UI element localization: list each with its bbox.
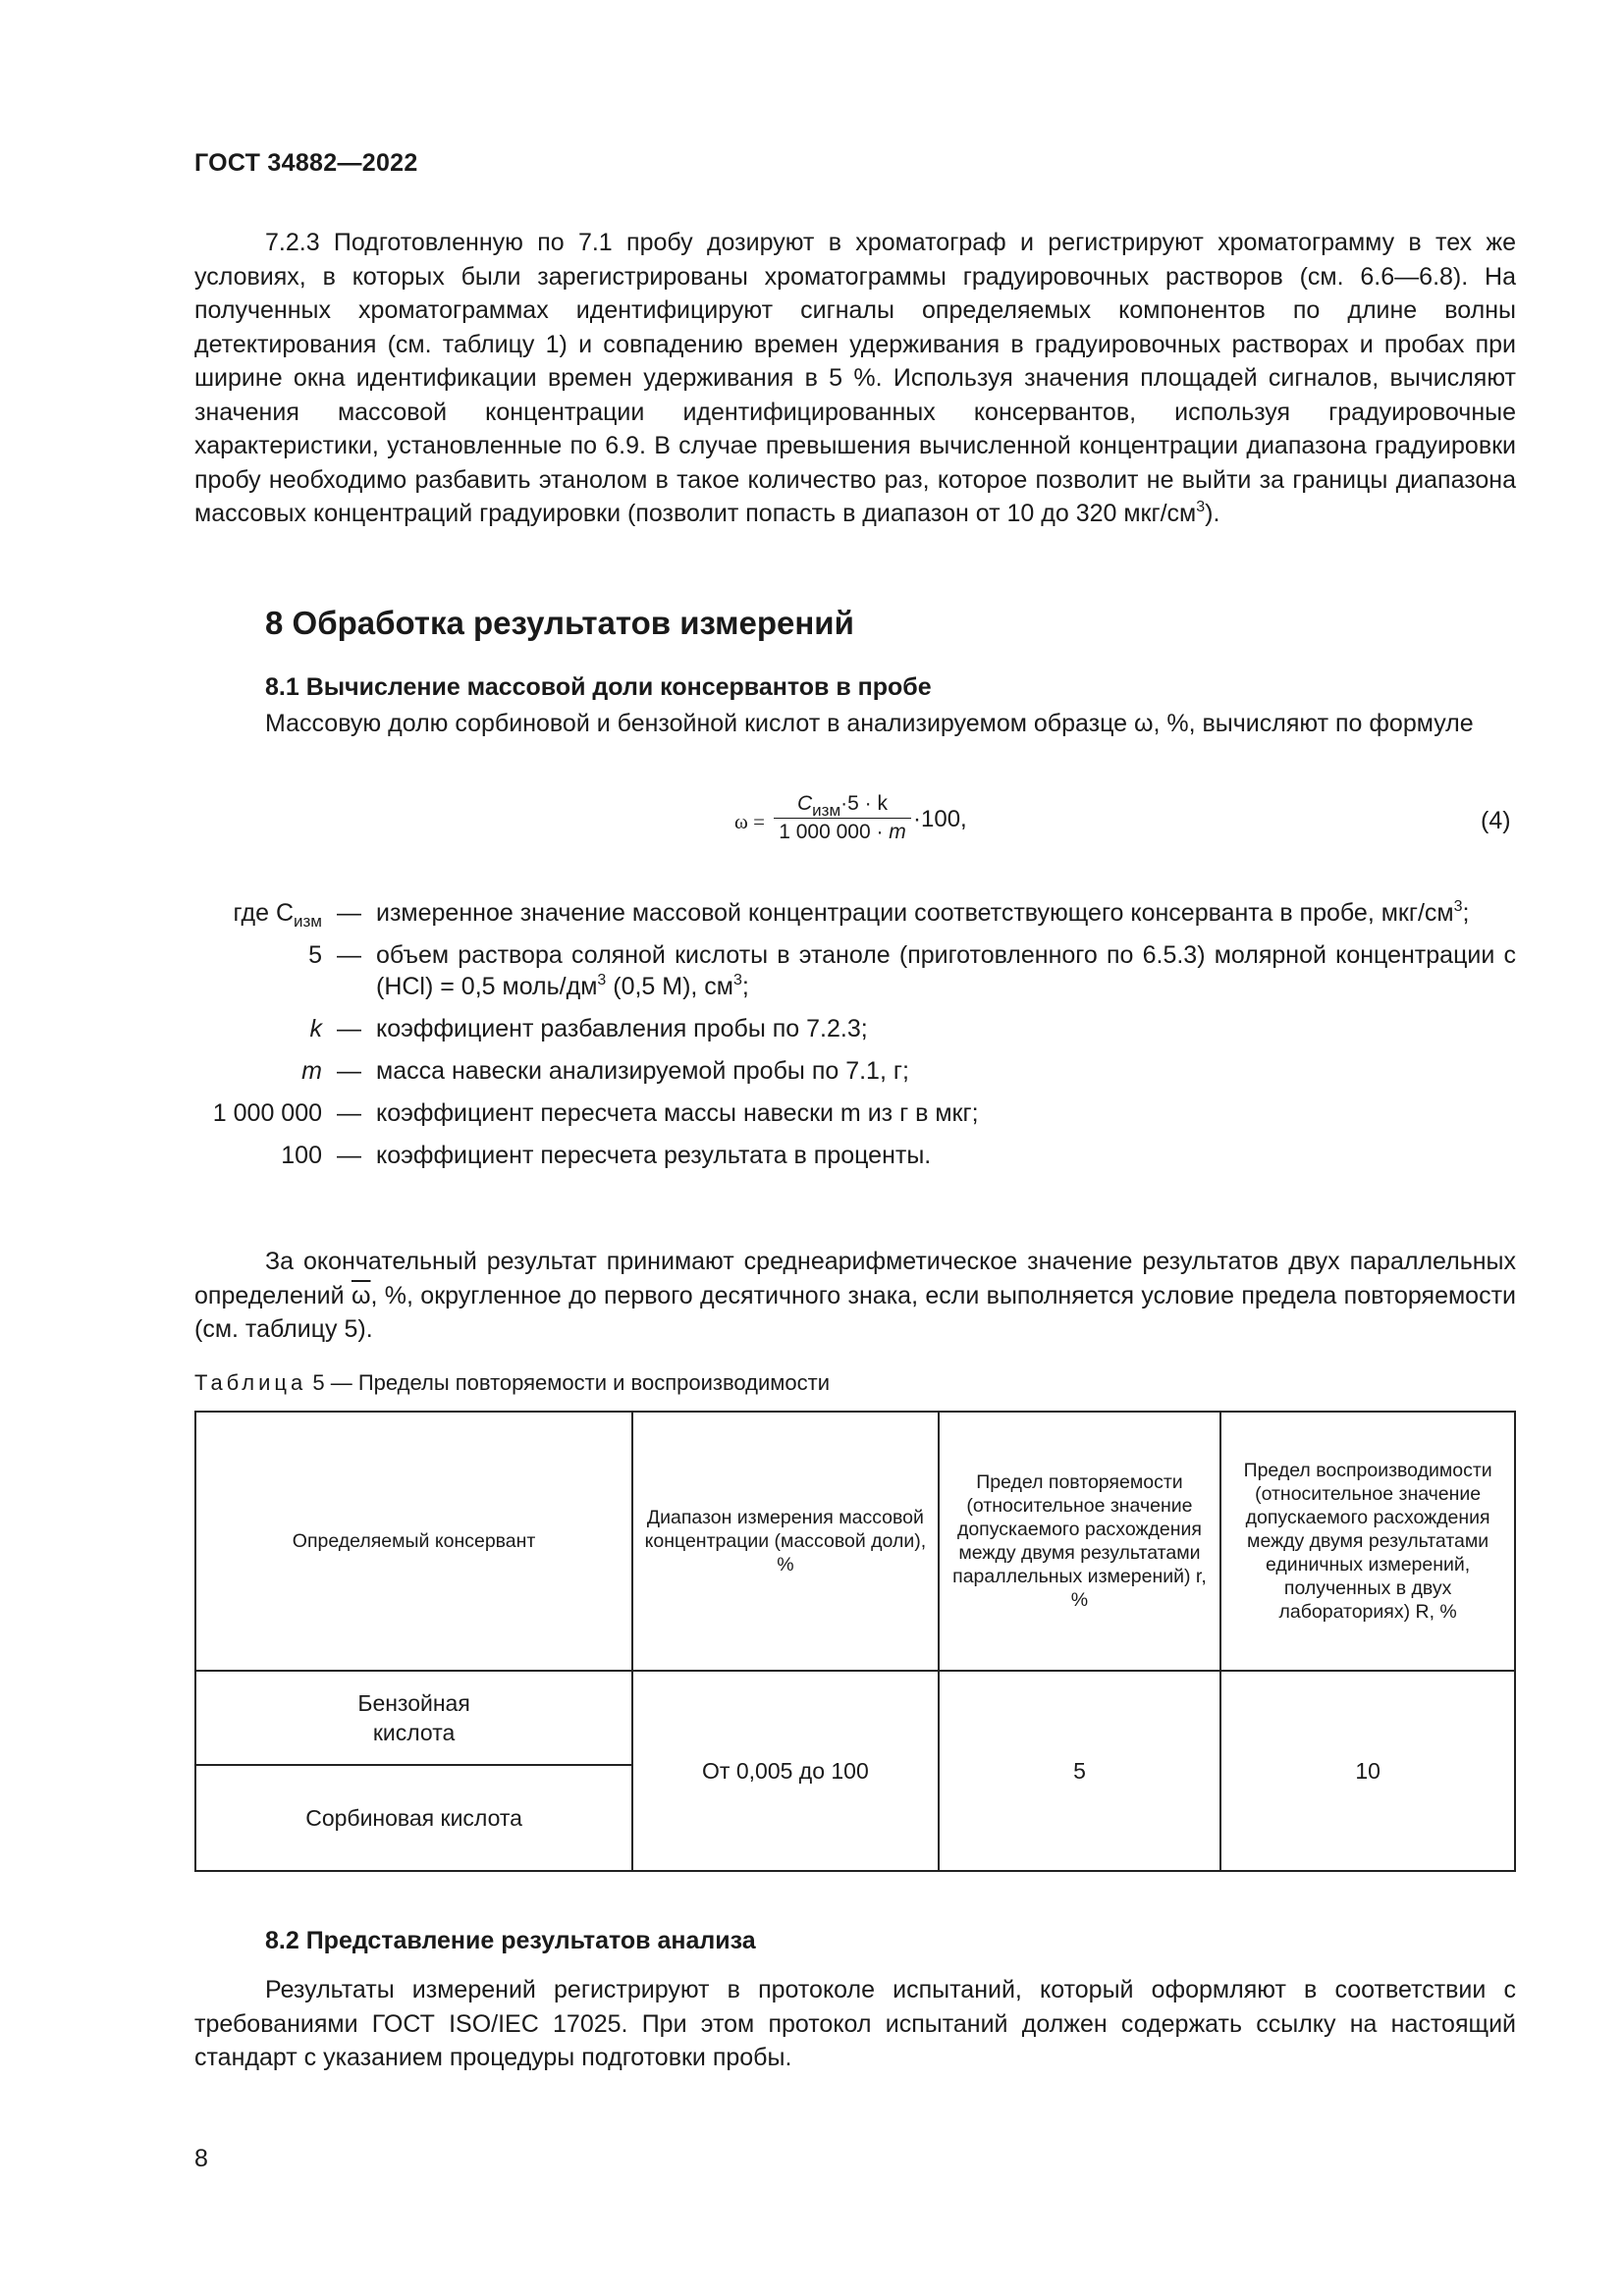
legend-item <box>194 1097 1516 1129</box>
formula-num-rest: ·5 · k <box>840 792 888 815</box>
formula-fraction <box>774 792 911 844</box>
final-para-text-end: , %, округленное до первого десятичного знака, если выполняется условие предела повторяемости (см. таблицу 5). <box>194 1281 1516 1343</box>
superscript: 3 <box>733 972 742 988</box>
paragraph-7-2-3-end: ). <box>1205 500 1220 527</box>
section-8-2-title: 8.2 Представление результатов анализа <box>265 1927 756 1954</box>
table-header-cell: Предел повторяемости (относительное значение допускаемого расхождения между двумя результатами параллельных измерений) r, % <box>939 1412 1221 1671</box>
section-8-1-title: 8.1 Вычисление массовой доли консервантов в пробе <box>265 673 932 701</box>
section-8-1-intro: Массовую долю сорбиновой и бензойной кислот в анализируемом образце ω, %, вычисляют по формуле <box>265 710 1474 737</box>
formula-m: m <box>889 821 906 843</box>
formula-den-number: 1 000 000 · <box>779 821 890 843</box>
formula-c-sub: изм <box>812 801 841 820</box>
superscript: 3 <box>1453 898 1463 915</box>
legend-text: масса навески анализируемой пробы по 7.1, г; <box>376 1057 909 1085</box>
superscript: 3 <box>1196 499 1206 515</box>
legend-item <box>194 1140 1516 1171</box>
formula-denominator <box>774 819 911 844</box>
legend-text <box>376 939 1516 1002</box>
table-header-cell: Предел воспроизводимости (относительное значение допускаемого расхождения между двумя результатами единичных измерений, полученных в двух лабораториях) R, % <box>1220 1412 1515 1671</box>
table-header-row <box>195 1412 1515 1671</box>
legend-text-main: объем раствора соляной кислоты в этаноле (приготовленного по 6.5.3) молярной концентрации c (HCl) = 0,5 моль/дм <box>376 941 1516 1000</box>
legend-text-end: ; <box>1462 899 1470 927</box>
legend-symbol: 5 <box>308 941 322 969</box>
formula-legend <box>194 897 1516 1182</box>
legend-dash: — <box>337 941 361 969</box>
table-cell: 5 <box>939 1671 1221 1871</box>
table-cell: Сорбиновая кислота <box>195 1765 632 1871</box>
paragraph-7-2-3-text: 7.2.3 Подготовленную по 7.1 пробу дозируют в хроматограф и регистрируют хроматограмму в тех же условиях, в которых были зарегистрированы хроматограммы градуировочных растворов (см. 6.6—6.8). На полученных хроматограммах идентифицируют сигналы определяемых компонентов по длине волны детектирования (см. таблицу 1) и совпадению времен удерживания в градуировочных растворах и пробах при ширине окна идентификации времен удерживания в 5 %. Используя значения площадей сигналов, вычисляют значения массовой концентрации идентифицированных консервантов, используя градуировочные характеристики, установленные по 6.9. В случае превышения вычисленной концентрации диапазона градуировки пробу необходимо разбавить этанолом в такое количество раз, которое позволит не выйти за границы диапазона массовых концентраций градуировки (позволит попасть в диапазон от 10 до 320 мкг/см <box>194 229 1516 527</box>
preservative-name: Бензойная кислота <box>357 1690 470 1745</box>
legend-dash: — <box>337 1057 361 1085</box>
table-caption-label: Таблица <box>194 1370 307 1395</box>
legend-item <box>194 897 1516 929</box>
legend-dash: — <box>337 1099 361 1127</box>
document-header: ГОСТ 34882—2022 <box>194 149 418 177</box>
formula-tail: ·100, <box>913 806 967 832</box>
formula-numerator <box>774 792 911 819</box>
legend-text <box>376 897 1516 929</box>
formula-lhs: ω = <box>734 810 765 833</box>
legend-text: коэффициент пересчета результата в проценты. <box>376 1142 932 1169</box>
table-cell <box>195 1671 632 1765</box>
legend-symbol: k <box>309 1015 322 1042</box>
equation-number: (4) <box>1481 807 1511 834</box>
legend-symbol-sub: изм <box>294 912 322 931</box>
legend-symbol: m <box>301 1057 322 1085</box>
table-caption-title: 5 — Пределы повторяемости и воспроизводимости <box>306 1370 831 1395</box>
legend-dash: — <box>337 899 361 927</box>
table-cell: От 0,005 до 100 <box>632 1671 939 1871</box>
table-row <box>195 1671 1515 1765</box>
legend-text-main: измеренное значение массовой концентрации соответствующего консерванта в пробе, мкг/см <box>376 899 1454 927</box>
legend-text-end: ; <box>741 973 749 1000</box>
legend-item <box>194 939 1516 1002</box>
legend-text: коэффициент разбавления пробы по 7.2.3; <box>376 1015 868 1042</box>
legend-symbol-text: где C <box>233 899 295 927</box>
formula-c: C <box>797 792 813 815</box>
legend-text: коэффициент пересчета массы навески m из г в мкг; <box>376 1099 979 1127</box>
legend-item <box>194 1055 1516 1087</box>
legend-text-end: (0,5 М), см <box>606 973 733 1000</box>
final-para-text: За окончательный результат принимают среднеарифметическое значение результатов двух параллельных определений <box>194 1248 1516 1309</box>
final-result-paragraph <box>194 1245 1516 1347</box>
section-8-title: 8 Обработка результатов измерений <box>265 605 854 641</box>
table-header-cell: Диапазон измерения массовой концентрации (массовой доли), % <box>632 1412 939 1671</box>
omega-mean-symbol: $\overline{\omega}$ <box>351 1281 371 1309</box>
legend-symbol: 100 <box>281 1142 322 1169</box>
formula-4 <box>734 792 990 851</box>
legend-dash: — <box>337 1015 361 1042</box>
table-cell: 10 <box>1220 1671 1515 1871</box>
limits-table <box>194 1411 1516 1872</box>
legend-symbol: 1 000 000 <box>212 1099 322 1127</box>
paragraph-7-2-3 <box>194 226 1516 531</box>
superscript: 3 <box>597 972 607 988</box>
page-number: 8 <box>194 2145 208 2172</box>
section-8-2-text: Результаты измерений регистрируют в протоколе испытаний, который оформляют в соответствии с требованиями ГОСТ ISO/IEC 17025. При этом протокол испытаний должен содержать ссылку на настоящий стандарт с указанием процедуры подготовки пробы. <box>194 1976 1516 2071</box>
legend-item <box>194 1013 1516 1044</box>
table-header-cell: Определяемый консервант <box>195 1412 632 1671</box>
table-caption <box>194 1370 830 1396</box>
legend-symbol <box>194 897 322 929</box>
legend-dash: — <box>337 1142 361 1169</box>
